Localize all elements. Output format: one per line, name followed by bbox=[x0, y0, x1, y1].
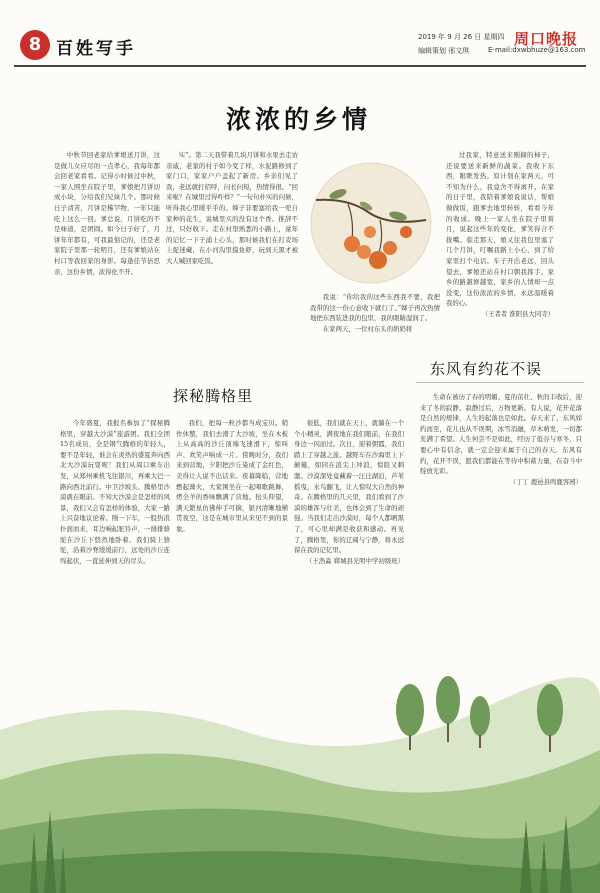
article-title-main: 浓浓的乡情 bbox=[226, 105, 372, 134]
article-paragraph: 今年盛夏，我报名参加了“探秘腾格里，穿越大沙漠”旅游团。我们全团15名成员，全是钢气腾格的年轻人，要不是年轻，谁会在炎热的盛夏奔向西北大沙漠玩耍呢！我们从周口乘车出发，从郑州乘机飞往银川，再乘大巴一路向西北前行。中卫沙坡头、腾格里沙漠就在眼前。不知大沙漠会是怎样的风景，我们又会有怎样的体验，大家一路上兴奋地议论着。刚一下车，一股热浪扑面而来，耳边响起驼铃声，一排排骆驼在沙丘下悠然地卧着。我们骑上骆驼，沿着沙脊缓缓前行，远处的沙丘连绵起伏，一直延伸到天的尽头。 bbox=[60, 419, 170, 565]
section-title: 百姓写手 bbox=[56, 39, 136, 59]
page-header bbox=[14, 30, 586, 62]
article-paragraph: 生命在被历了春的明媚、夏的茁壮、秋的丰收后，迎来了冬的寂静。寂静过后，万物更新。有人说，花开花落是自然的规律，人生的起落也是如此。春天来了，东风如约而至，花儿也从不误期，冰雪消融，草木萌发，一切都充满了希望。人生何尝不是如此，经历了低谷与寒冬，只要心中有信念，就一定会迎来属于自己的春天。东风有约，花开不误，愿我们都能在等待中积蓄力量，在奋斗中绽放光彩。 bbox=[420, 393, 582, 476]
article-paragraph: 我们，把每一粒沙都当成宝贝。稍作休整，我们去滑了大沙坡，坐在木板上从高高的沙丘顶端飞速滑下，惊叫声、欢笑声响成一片。傍晚时分，我们来到营地，夕阳把沙丘染成了金红色，美得让人说不出话来。夜幕降临，营地燃起篝火，大家围坐在一起唱歌跳舞，烤全羊的香味飘满了营地。抬头仰望，满天繁星仿佛伸手可摘，银河清晰地横贯夜空，这是在城市里从来见不到的景象。 bbox=[176, 419, 288, 533]
persimmon-branch-illustration bbox=[308, 160, 434, 286]
article-paragraph: 很低，我们就在天上，就躺在一个个小精灵，满夜地在我们眼前，在我们身边一闪而过。次日，迎着朝霞，我们踏上了穿越之旅。越野车在沙海里上下颠簸，如同在浪尖上冲浪，惊险又刺激。沙漠深处竟藏着一汪汪湖泊，芦苇摇曳，水鸟翻飞，让人惊叹大自然的神奇。在腾格里的几天里，我们看到了沙漠的雄浑与壮美，也体会到了生命的顽强。当我们走出沙漠时，每个人都晒黑了，可心里却满是收获和感动。再见了，腾格里，你的辽阔与宁静，将永远留在我的记忆里。 bbox=[294, 419, 404, 555]
article-title-tertiary: 东风有约花不误 bbox=[430, 360, 543, 378]
landscape-illustration bbox=[0, 560, 600, 893]
article-paragraph: 我说：“你给我的这些东西我不要，我把我带的这一份心意收下就行了。”婶子再次热情地把东西装进我的包里，我的眼睛湿润了。 bbox=[310, 293, 440, 323]
article-paragraph: 实”。第二天我带着几块月饼和水果去走访亲戚，老家的村子如今变了样，水泥路修到了家门口，家家户户盖起了新房。乡亲们见了我，老远就打招呼，问长问短，热情得很。“回来啦？在城里过得咋样？”一句句朴实的问候，听得我心里暖乎乎的。婶子非要塞给我一兜自家种的花生，说城里买的没有这个香。推辞不过，只好收下。走在村里熟悉的小路上，童年的记忆一下子涌上心头，那时候我们在打麦场上捉迷藏，在小河沟里摸鱼虾，玩到天黑才被大人喊回家吃饭。 bbox=[166, 151, 298, 265]
author-byline: （丁丁 鹿邑县鸣鹿客园） bbox=[509, 477, 582, 486]
newspaper-masthead-logo: 周口晚报 bbox=[514, 30, 579, 48]
issue-date: 2019 年 9 月 26 日 星期四 bbox=[418, 33, 505, 41]
article-paragraph: 在家两天，一位村东头的奶奶将 bbox=[322, 324, 413, 333]
article-column bbox=[166, 150, 298, 335]
article-paragraph: 中秋节回老家给爹娘送月饼，这是做儿女应尽的一点孝心，我每年都会回老家看看。记得小时候过中秋，一家人围坐在院子里，爹娘把月饼切成小块，分给我们兄妹几个。那时候日子清苦，月饼是稀罕物，一年只能吃上这么一回。爹总说，月饼吃的不是味道，是团圆。如今日子好了，月饼年年都有，可我最惦记的，还是老家院子里那一轮明月，还有爹娘站在村口等我回家的身影。每逢佳节倍思亲，这份乡情，浓得化不开。 bbox=[54, 151, 160, 276]
article-column bbox=[54, 150, 160, 335]
title-divider bbox=[416, 382, 584, 383]
article-column bbox=[310, 292, 440, 356]
header-rule bbox=[14, 65, 586, 67]
article-paragraph: 过我家，特意送来刚摘的柿子，还说要送来新鲜的蔬菜。我收下东西，眼眶发热。原计划在家两天，可不知为什么，我竟舍不得离开。在家的日子里，我陪着爹娘说说话，帮娘做做饭，跟爹去地里转转，看看今年的收成。晚上一家人坐在院子里赏月，说起这些年的变化，爹笑得合不拢嘴。临走那天，娘又往我包里塞了几个月饼，叮嘱我路上小心，到了给家里打个电话。车子开出老远，回头望去，爹娘还站在村口朝我挥手。家乡的路越修越宽，家乡的人情却一点没变，这份浓浓的乡情，永远温暖着我的心。 bbox=[446, 151, 554, 308]
article-column bbox=[446, 150, 554, 375]
author-byline: （王浩淼 郸城县光明中学初级班） bbox=[306, 556, 404, 565]
article-title-secondary: 探秘腾格里 bbox=[173, 387, 254, 405]
page-number-badge: 8 bbox=[20, 30, 50, 60]
author-byline: （王者者 淮阳县大同寺） bbox=[481, 309, 554, 318]
editor-credit: 编辑策划 邢文琪 bbox=[418, 47, 470, 55]
contact-email: E-mail:dxwbhuze@163.com bbox=[488, 46, 586, 54]
